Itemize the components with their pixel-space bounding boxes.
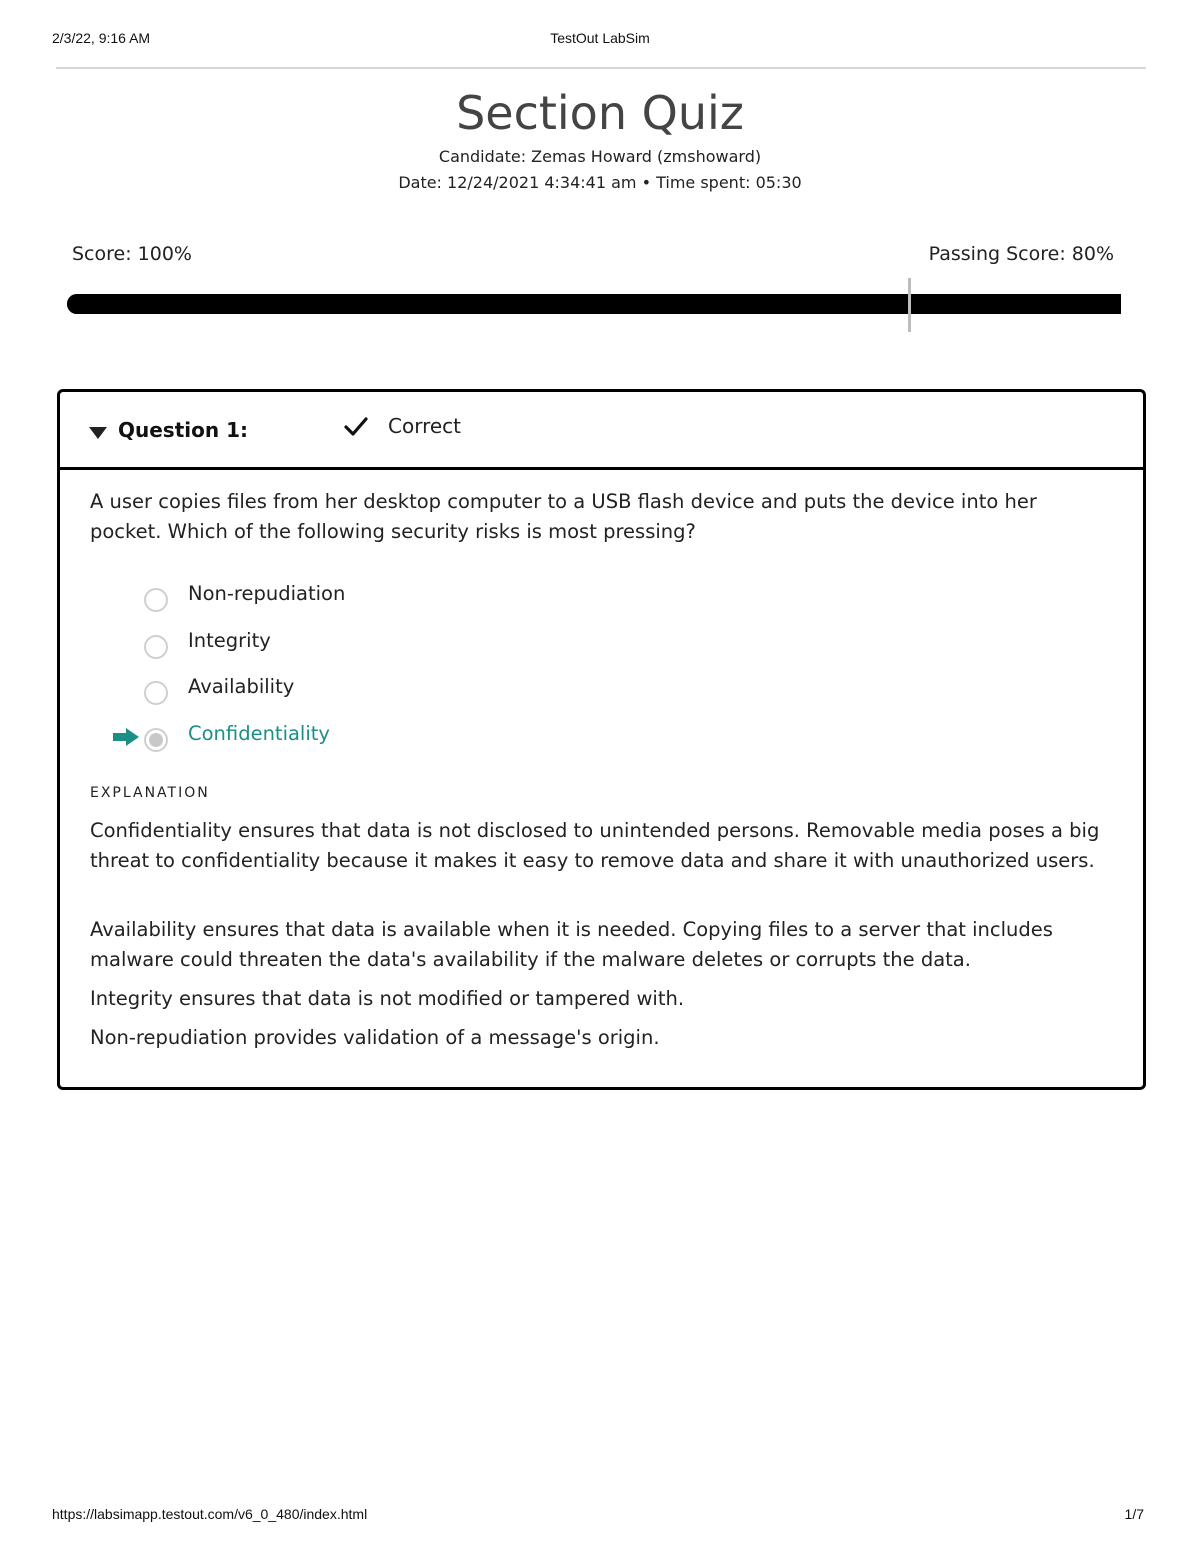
radio-button[interactable] bbox=[144, 588, 168, 612]
page-title: Section Quiz bbox=[456, 86, 744, 140]
explanation-paragraph: Non-repudiation provides validation of a message's origin. bbox=[90, 1026, 660, 1049]
passing-score-marker bbox=[908, 278, 911, 332]
option-label-correct: Confidentiality bbox=[188, 722, 330, 745]
question-header[interactable] bbox=[60, 392, 1143, 470]
print-footer bbox=[52, 1506, 1148, 1526]
score-progress-bar bbox=[67, 294, 1121, 314]
radio-button-selected[interactable] bbox=[144, 728, 168, 752]
explanation-heading: EXPLANATION bbox=[90, 785, 210, 801]
explanation-paragraph: Integrity ensures that data is not modified or tampered with. bbox=[90, 987, 685, 1010]
question-label: Question 1: bbox=[118, 418, 248, 442]
option-label: Integrity bbox=[188, 629, 271, 652]
arrow-right-icon bbox=[112, 727, 140, 747]
print-header bbox=[52, 30, 1148, 50]
score-progress-fill bbox=[67, 294, 1121, 314]
question-card bbox=[57, 389, 1146, 1090]
option-label: Non-repudiation bbox=[188, 582, 346, 605]
print-site-title: TestOut LabSim bbox=[550, 30, 650, 46]
print-date: 2/3/22, 9:16 AM bbox=[52, 30, 151, 46]
score-label: Score: 100% bbox=[72, 243, 192, 265]
explanation-paragraph: Availability ensures that data is available when it is needed. Copying files to a server that includes malware could threaten the data's availability if the malware deletes or corrupts the data. bbox=[90, 918, 1053, 971]
caret-down-icon[interactable] bbox=[89, 427, 107, 439]
question-text: A user copies files from her desktop computer to a USB flash device and puts the device into her pocket. Which of the following security risks is most pressing? bbox=[90, 490, 1037, 543]
date-time-line: Date: 12/24/2021 4:34:41 am • Time spent: 05:30 bbox=[398, 173, 802, 192]
print-url: https://labsimapp.testout.com/v6_0_480/index.html bbox=[52, 1506, 368, 1522]
explanation-paragraph: Confidentiality ensures that data is not disclosed to unintended persons. Removable media poses a big threat to confidentiality because it makes it easy to remove data and share it with unauthorized users. bbox=[90, 819, 1100, 872]
page-number: 1/7 bbox=[1124, 1506, 1144, 1522]
checkmark-icon bbox=[343, 414, 369, 440]
option-label: Availability bbox=[188, 675, 295, 698]
passing-score-label: Passing Score: 80% bbox=[928, 243, 1114, 265]
radio-button[interactable] bbox=[144, 681, 168, 705]
answer-status: Correct bbox=[388, 414, 461, 438]
candidate-line: Candidate: Zemas Howard (zmshoward) bbox=[438, 147, 762, 166]
radio-button[interactable] bbox=[144, 635, 168, 659]
header-divider bbox=[56, 67, 1146, 69]
